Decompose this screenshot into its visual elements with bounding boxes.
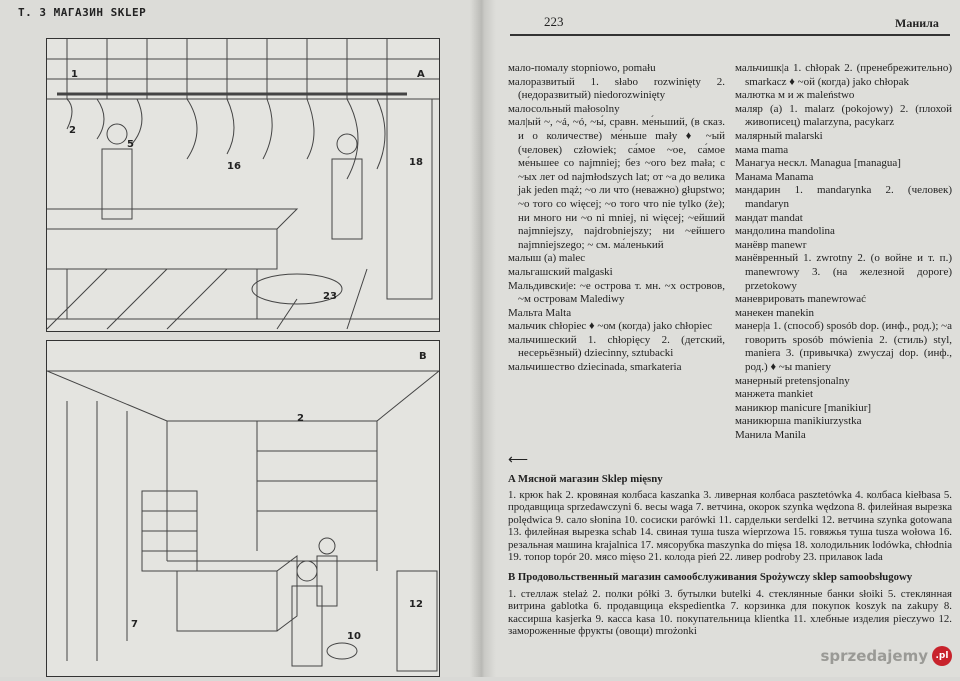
dictionary-entry: мандат mandat [735,211,803,224]
illustration-label-b: B [419,351,427,362]
dictionary-entry: мандолина mandolina [735,225,835,238]
right-page-content [508,62,952,666]
illustration-grocery-store [46,340,440,677]
dictionary-entry: манёвр manewr [735,238,807,251]
butcher-shop-drawing [47,39,439,331]
dictionary-column-2 [735,62,952,443]
callout-number: 7 [131,619,138,630]
dictionary-column-1 [508,62,725,443]
dictionary-entry: манжета mankiet [735,388,813,401]
watermark [508,646,952,666]
callout-number: 23 [323,291,337,302]
left-running-head: Т. 3 МАГАЗИН SKLEP [18,6,147,19]
callout-number: 2 [69,125,76,136]
dictionary-columns [508,62,952,443]
legend-section-b [508,571,952,637]
callout-number: 12 [409,599,423,610]
dictionary-entry: малосольный małosolny [508,102,620,115]
dictionary-entry: манёвренный 1. zwrotny 2. (о войне и т. п.) manewrowy 3. (на железной дороге) przetokowy [735,252,952,292]
dictionary-entry: малярный malarski [735,129,823,142]
dictionary-entry: манекен manekin [735,306,815,319]
dictionary-entry: мало-помалу stopniowo, pomału [508,62,656,74]
legend-section-a [508,473,952,564]
dictionary-entry: манерный pretensjonalny [735,374,850,387]
dictionary-entry: малоразвитый 1. słabo rozwinięty 2. (недоразвитый) niedorozwinięty [508,75,725,102]
dictionary-entry: малютка м и ж maleństwo [735,89,855,102]
dictionary-entry: маникюр manicure [manikiur] [735,401,872,414]
dictionary-entry: мальчишество dziecinada, smarkateria [508,361,682,374]
dictionary-entry: мандарин 1. mandarynka 2. (человек) mandaryn [735,184,952,210]
header-rule [510,34,950,36]
callout-number: 2 [297,413,304,424]
dictionary-entry: мама mama [735,143,789,156]
page-number: 223 [544,14,564,29]
dictionary-entry: Мальдивски|е: ~е острова т. мн. ~х островов, ~м островам Malediwy [508,279,725,306]
dictionary-entry: Манама Manama [735,170,814,183]
callout-number: 16 [227,161,241,172]
dictionary-entry: мальчишк|а 1. chłopak 2. (пренебрежительно) smarkacz ♦ ~ой (когда) jako chłopak [735,62,952,88]
dictionary-entry: мальчишеский 1. chłopięcy 2. (детский, несерьёзный) dziecinny, sztubacki [508,333,725,360]
callout-number: 1 [71,69,78,80]
dictionary-entry: манер|а 1. (способ) sposób dop. (инф., род.); ~а говорить sposób mówienia 2. (стиль) styl, maniera 3. (привычка) zwyczaj dop. (инф., род.) ♦ ~ы maniery [735,320,952,374]
dictionary-entry: мальгашский malgaski [508,265,613,278]
watermark-text: sprzedajemy [820,646,928,665]
grocery-store-drawing [47,341,439,676]
dictionary-entry: маникюрша manikiurzystka [735,415,862,428]
dictionary-entry: мал|ый ~, ~á, ~ó, ~ы́, сравн. ме́ньший, (в сказ. и о количестве) ме́ньше mały ♦ ~ый (человек) człowiek; са́мое ~ое, са́мое ме́ньшее co najmniej; без ~ого bez mała; с ~ых лет od najmłodszych lat; от ~а до велика jak jeden mąż; ~о ли что (неважно) głupstwo; ~о того co więcej; ~о того что nie tylko (że); ни много ни ~о ni mniej, ni więcej; ~ейший najmniejszy, najdrobniejszy; ни ~ейшего najmniejszego; ~ см. ма́ленький [508,116,725,251]
section-title: A Мясной магазин Sklep mięsny [508,472,663,485]
back-arrow-icon: ⟵ [508,452,529,468]
illustration-label-a: A [417,69,425,80]
dictionary-entry: маневрировать manewrować [735,293,866,306]
dictionary-entry: Манила Manila [735,429,806,442]
dictionary-entry: Мальта Malta [508,306,572,319]
section-title: B Продовольственный магазин самообслуживания Spożywczy sklep samoobsługowy [508,571,913,584]
callout-number: 18 [409,157,423,168]
callout-number: 10 [347,631,361,642]
dictionary-entry: мальчик chłopiec ♦ ~ом (когда) jako chłopiec [508,320,713,333]
illustration-butcher-shop [46,38,440,332]
section-body: 1. крюк hak 2. кровяная колбаса kaszanka 3. ливерная колбаса pasztetówka 4. колбаса kiełbasa 5. продавщица sprzedawczyni 6. весы waga 7. ветчина, окорок szynka wędzona 8. филейная вырезка polędwica 9. сало słonina 10. сосиски parówki 11. сардельки serdelki 12. ветчина szynka gotowana 13. филейная вырезка schab 14. свиная туша tusza wieprzowa 15. говяжья туша tusza wołowa 16. резальная машина krajalnica 17. мясорубка maszynka do mięsa 18. холодильник lodówka, chłodnia 19. топор topór 20. мясо mięso 21. колода pień 22. ливер podroby 23. прилавок lada [508,489,952,564]
dictionary-entry: малыш (a) malec [508,252,586,265]
right-running-head: Манила [895,16,939,30]
watermark-badge: .pl [932,646,952,666]
dictionary-entry: маляр (a) 1. malarz (pokojowy) 2. (плохой живописец) malarzyna, pacykarz [735,102,952,129]
book-gutter [470,0,496,677]
callout-number: 5 [127,139,134,150]
section-body: 1. стеллаж stelaż 2. полки półki 3. бутылки butelki 4. стеклянные банки słoiki 5. стеклянная витрина gablotka 6. продавщица ekspedientka 7. корзинка для покупок koszyk na zakupy 8. кассирша kasjerka 9. касса kasa 10. покупательница klientka 11. хлебные изделия pieczywo 12. замороженные фрукты (овощи) mrożonki [508,587,952,638]
dictionary-entry: Манагуа нескл. Managua [managua] [735,157,901,170]
